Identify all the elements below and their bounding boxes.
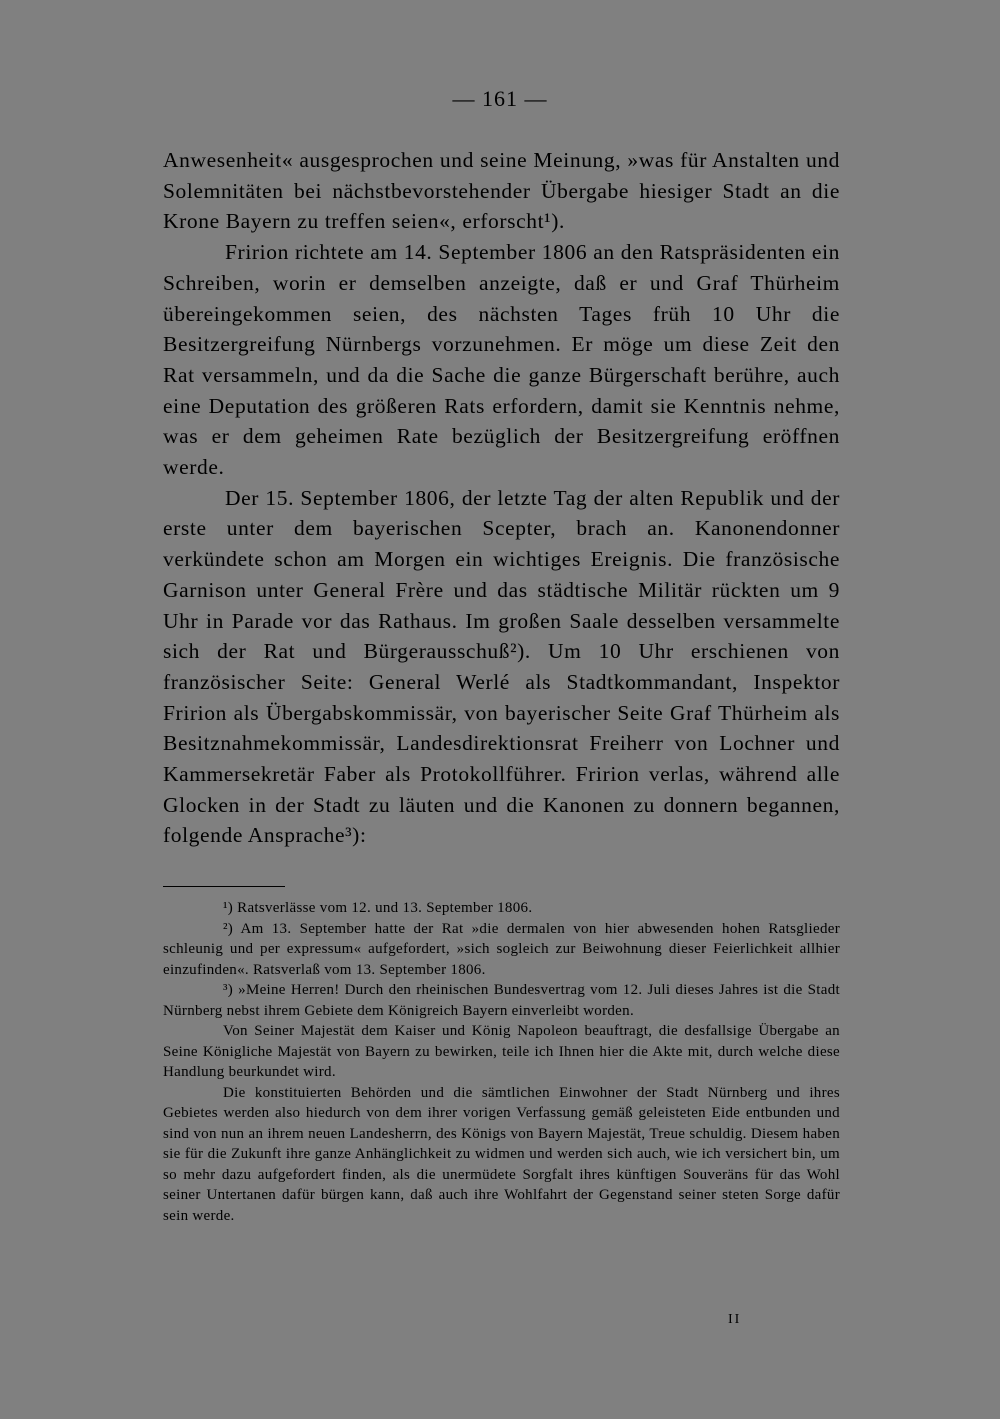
paragraph: Fririon richtete am 14. September 1806 an den Ratspräsidenten ein Schreiben, worin er demselben anzeigte, daß er und Graf Thürheim übereingekommen seien, des nächsten Tages früh 10 Uhr die Besitzergreifung Nürnbergs vorzunehmen. Er möge um diese Zeit den Rat versammeln, und da die Sache die ganze Bürgerschaft berühre, auch eine Deputation des größeren Rats erfordern, damit sie Kenntnis nehme, was er dem geheimen Rate bezüglich der Besitzergreifung eröffnen werde. bbox=[163, 240, 840, 480]
page-number: — 161 — bbox=[452, 86, 548, 111]
paragraph: Der 15. September 1806, der letzte Tag der alten Republik und der erste unter dem bayerischen Scepter, brach an. Kanonendonner verkündete schon am Morgen ein wichtiges Ereignis. Die französische Garnison unter General Frère und das städtische Militär rückten um 9 Uhr in Parade vor das Rathaus. Im großen Saale desselben versammelte sich der Rat und Bürgerausschuß²). Um 10 Uhr erschienen von französischer Seite: General Werlé als Stadtkommandant, Inspektor Fririon als Übergabskommissär, von bayerischer Seite Graf Thürheim als Besitznahmekommissär, Landesdirektionsrat Freiherr von Lochner und Kammersekretär Faber als Protokollführer. Fririon verlas, während alle Glocken in der Stadt zu läuten und die Kanonen zu donnern begannen, folgende Ansprache³): bbox=[163, 485, 840, 848]
signature-mark: II bbox=[728, 1312, 742, 1327]
footnote-divider bbox=[163, 886, 285, 887]
footnote: ³) »Meine Herren! Durch den rheinischen Bundesvertrag vom 12. Juli dieses Jahres ist die Stadt Nürnberg nebst ihrem Gebiete dem Königreich Bayern einverleibt worden. bbox=[163, 982, 840, 1019]
main-text bbox=[163, 145, 840, 851]
paragraph: Anwesenheit« ausgesprochen und seine Meinung, »was für Anstalten und Solemnitäten bei nächstbevorstehender Übergabe hiesiger Stadt an die Krone Bayern zu treffen seien«, erforscht¹). bbox=[163, 148, 840, 234]
footnote: ²) Am 13. September hatte der Rat »die dermalen von hier abwesenden hohen Ratsglieder schleunig und per expressum« aufgefordert, »sich sogleich zur Beiwohnung dieser Feierlichkeit allhier einzufinden«. Ratsverlaß vom 13. September 1806. bbox=[163, 920, 840, 978]
footnote: Von Seiner Majestät dem Kaiser und König Napoleon beauftragt, die desfallsige Übergabe an Seine Königliche Majestät von Bayern zu bewirken, teile ich Ihnen hier die Akte mit, durch welche diese Handlung beurkundet wird. bbox=[163, 1023, 840, 1080]
footnotes bbox=[163, 898, 840, 1226]
footnote: ¹) Ratsverlässe vom 12. und 13. September 1806. bbox=[223, 900, 533, 916]
footnote: Die konstituierten Behörden und die sämtlichen Einwohner der Stadt Nürnberg und ihres Gebietes werden also hiedurch von dem ihrer vorigen Verfassung gemäß geleisteten Eide entbunden und sind von nun an ihrem neuen Landesherrn, des Königs von Bayern Majestät, Treue schuldig. Diesem haben sie für die Zukunft ihre ganze Anhänglichkeit zu widmen und werden sich auch, wie ich versichert bin, um so mehr dazu aufgefordert finden, als die unermüdete Sorgfalt ihres künftigen Souveräns für das Wohl seiner Untertanen dafür bürgen kann, daß auch ihre Wohlfahrt der Gegenstand seiner steten Sorge dafür sein werde. bbox=[163, 1084, 840, 1224]
